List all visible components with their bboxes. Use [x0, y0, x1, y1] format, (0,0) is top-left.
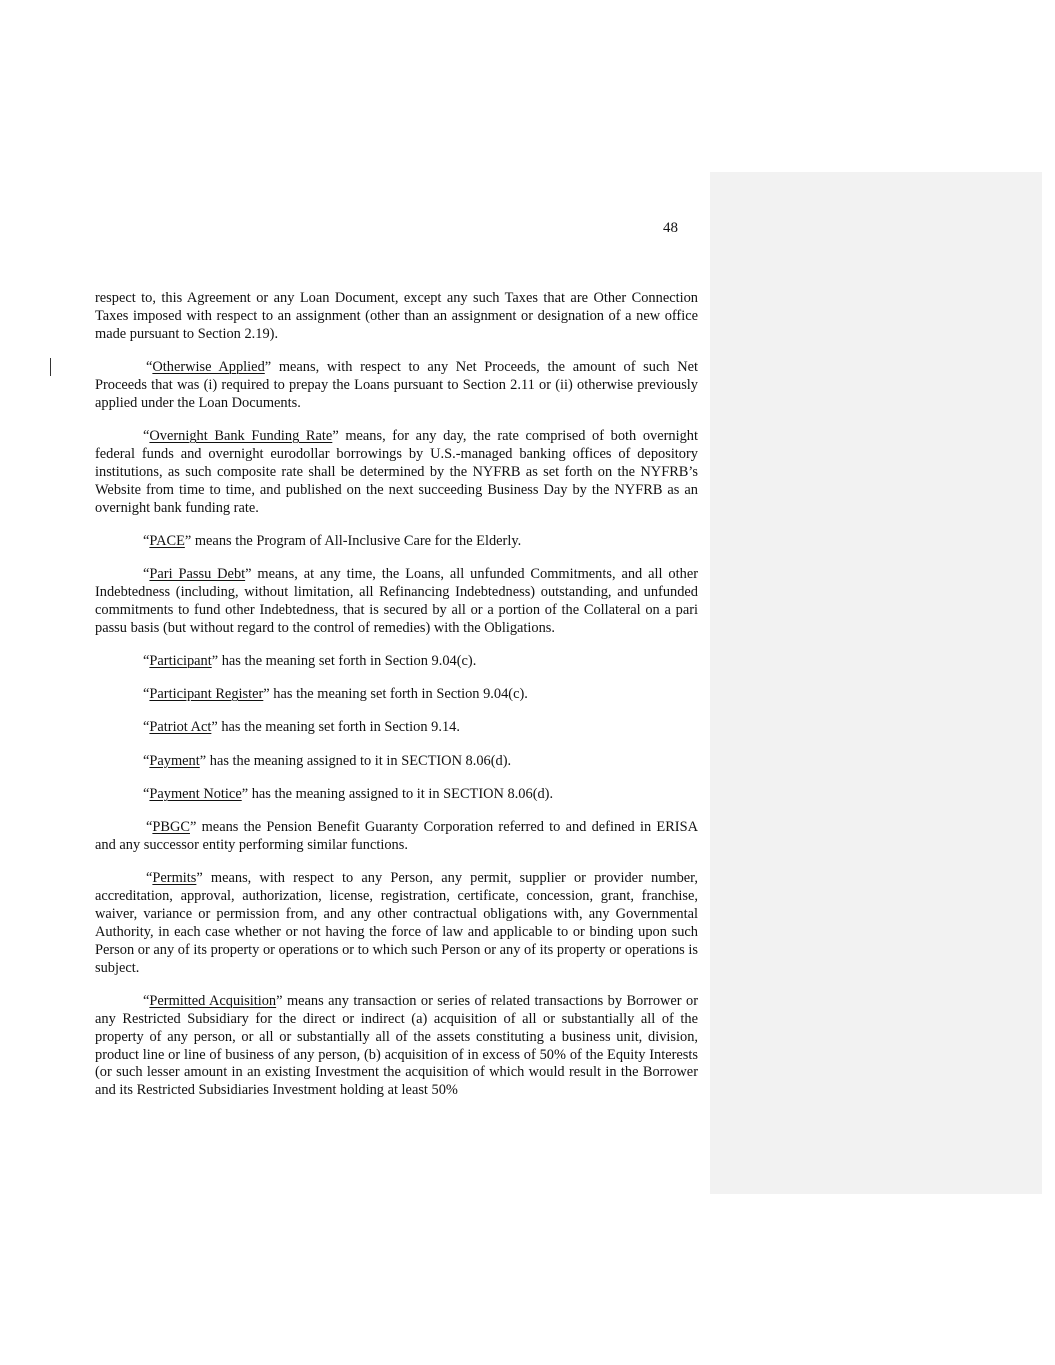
- definition-text: means any transaction or series of related transactions by Borrower or any Restricted Subsidiary for the direct or indirect (a) acquisition of all or substantially all of the property of any person, or all or substantially all of the assets constituting a business unit, division, product line or line of business of any person, (b) acquisition of in excess of 50% of the Equity Interests (or such lesser amount in an existing Investment the acquisition of which would result in the Borrower and its Restricted Subsidiaries Investment holding at least 50%: [95, 992, 698, 1099]
- definition-text: has the meaning set forth in Section 9.14.: [217, 719, 460, 736]
- definition-text: means, with respect to any Person, any permit, supplier or provider number, accreditation, approval, authorization, license, registration, certificate, concession, grant, franchise, waiver, variance or permission from, and any other contractual obligations with, any Governmental Authority, in each case whether or not having the force of law and applicable to or binding upon such Person or any of its property or operations or to which such Person or any of its property or operations is subject.: [95, 870, 698, 976]
- defined-term: Overnight Bank Funding Rate: [149, 428, 333, 445]
- defined-term: Otherwise Applied: [152, 359, 265, 376]
- definition-overnight-bank-funding-rate: “Overnight Bank Funding Rate” means, for any day, the rate comprised of both overnight federal funds and overnight eurodollar borrowings by U.S.-managed banking offices of depository institutions, as such composite rate shall be determined by the NYFRB as set forth on the NYFRB’s Website from time to time, and published on the next succeeding Business Day by the NYFRB as an overnight bank funding rate.: [95, 428, 698, 516]
- definition-otherwise-applied: “Otherwise Applied” means, with respect to any Net Proceeds, the amount of such Net Proceeds that was (i) required to prepay the Loans pursuant to Section 2.11 or (ii) otherwise previously applied under the Loan Documents.: [95, 359, 698, 411]
- definition-patriot-act: “Patriot Act” has the meaning set forth in Section 9.14.: [143, 719, 460, 736]
- definition-text: has the meaning assigned to it in SECTION 8.06(d).: [206, 752, 512, 769]
- definition-payment-notice: “Payment Notice” has the meaning assigned to it in SECTION 8.06(d).: [143, 785, 554, 802]
- definition-participant: “Participant” has the meaning set forth in Section 9.04(c).: [143, 652, 477, 669]
- definition-pari-passu-debt: “Pari Passu Debt” means, at any time, the Loans, all unfunded Commitments, and all other Indebtedness (including, without limitation, all Refinancing Indebtedness) outstanding, and unfunded commitments to fund other Indebtedness, that is secured by all or a portion of the Collateral on a pari passu basis (but without regard to the control of remedies) with the Obligations.: [95, 566, 698, 636]
- paragraph-text: respect to, this Agreement or any Loan Document, except any such Taxes that are Other Connection Taxes imposed with respect to an assignment (other than an assignment or designation of a new office made pursuant to Section 2.19).: [95, 290, 698, 342]
- definition-payment: “Payment” has the meaning assigned to it in SECTION 8.06(d).: [143, 752, 512, 769]
- definition-text: means, with respect to any Net Proceeds, the amount of such Net Proceeds that was (i) required to prepay the Loans pursuant to Section 2.11 or (ii) otherwise previously applied under the Loan Documents.: [95, 359, 698, 411]
- definition-text: means the Program of All-Inclusive Care for the Elderly.: [191, 532, 522, 549]
- defined-term: PBGC: [152, 819, 190, 835]
- definition-continuation: [95, 290, 698, 344]
- comment-pane: [710, 172, 1042, 1194]
- definition-pbgc: “PBGC” means the Pension Benefit Guaranty Corporation referred to and defined in ERISA and any successor entity performing similar functions.: [95, 819, 698, 853]
- definition-permits: “Permits” means, with respect to any Person, any permit, supplier or provider number, accreditation, approval, authorization, license, registration, certificate, concession, grant, franchise, waiver, variance or permission from, and any other contractual obligations with, any Governmental Authority, in each case whether or not having the force of law and applicable to or binding upon such Person or any of its property or operations or to which such Person or any of its property or operations is subject.: [95, 870, 698, 976]
- page-number: 48: [663, 220, 678, 236]
- definition-text: means, at any time, the Loans, all unfunded Commitments, and all other Indebtedness (including, without limitation, all Refinancing Indebtedness) outstanding, and unfunded commitments to fund other Indebtedness, that is secured by all or a portion of the Collateral on a pari passu basis (but without regard to the control of remedies) with the Obligations.: [95, 566, 698, 636]
- definition-pace: “PACE” means the Program of All-Inclusive Care for the Elderly.: [143, 532, 522, 549]
- definition-text: has the meaning assigned to it in SECTION 8.06(d).: [248, 785, 554, 802]
- defined-term: PACE: [149, 532, 185, 549]
- change-bar: [50, 358, 51, 376]
- definition-text: has the meaning set forth in Section 9.04(c).: [218, 652, 477, 669]
- defined-term: Patriot Act: [149, 719, 212, 736]
- definition-permitted-acquisition: “Permitted Acquisition” means any transaction or series of related transactions by Borrower or any Restricted Subsidiary for the direct or indirect (a) acquisition of all or substantially all of the property of any person, or all or substantially all of the assets constituting a business unit, division, product line or line of business of any person, (b) acquisition of in excess of 50% of the Equity Interests (or such lesser amount in an existing Investment the acquisition of which would result in the Borrower and its Restricted Subsidiaries Investment holding at least 50%: [95, 992, 698, 1099]
- defined-term: Payment Notice: [149, 785, 242, 802]
- defined-term: Permitted Acquisition: [149, 992, 277, 1009]
- definition-text: has the meaning set forth in Section 9.04(c).: [269, 686, 528, 703]
- document-body: [95, 290, 698, 1116]
- definition-text: means the Pension Benefit Guaranty Corporation referred to and defined in ERISA and any successor entity performing similar functions.: [95, 819, 698, 853]
- defined-term: Payment: [149, 752, 200, 769]
- defined-term: Permits: [152, 870, 197, 887]
- definition-text: means, for any day, the rate comprised of both overnight federal funds and overnight eurodollar borrowings by U.S.-managed banking offices of depository institutions, as such composite rate shall be determined by the NYFRB as set forth on the NYFRB’s Website from time to time, and published on the next succeeding Business Day by the NYFRB as an overnight bank funding rate.: [95, 428, 698, 516]
- defined-term: Pari Passu Debt: [149, 566, 246, 583]
- defined-term: Participant: [149, 652, 212, 669]
- defined-term: Participant Register: [149, 686, 264, 703]
- definition-participant-register: “Participant Register” has the meaning set forth in Section 9.04(c).: [143, 686, 528, 703]
